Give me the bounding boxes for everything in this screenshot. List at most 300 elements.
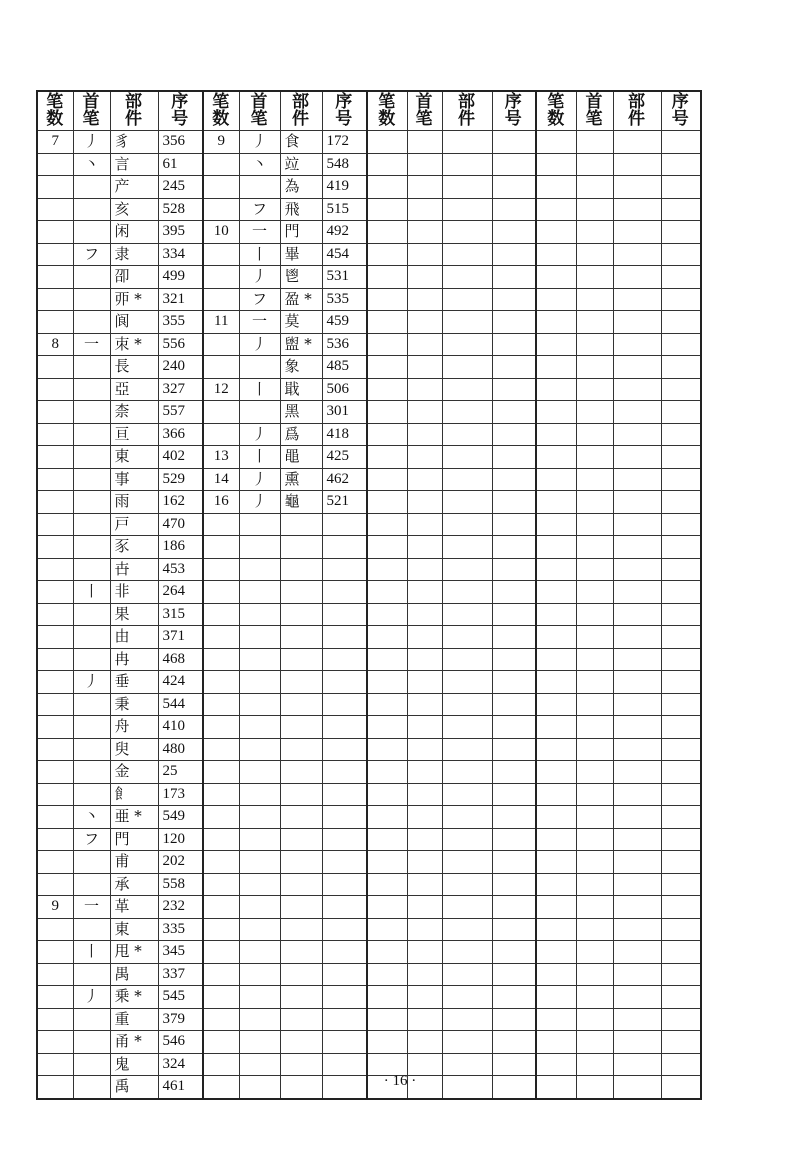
first-stroke-cell: 一 xyxy=(239,311,280,334)
first-stroke-cell xyxy=(73,176,110,199)
header-cell: 部 件 xyxy=(110,91,158,131)
sequence-number-cell: 379 xyxy=(158,1008,203,1031)
sequence-number-cell: 173 xyxy=(158,783,203,806)
first-stroke-cell xyxy=(73,266,110,289)
first-stroke-cell xyxy=(73,761,110,784)
stroke-count-cell: 9 xyxy=(37,896,73,919)
stroke-count-cell xyxy=(536,693,576,716)
stroke-count-cell xyxy=(37,266,73,289)
stroke-count-cell: 14 xyxy=(203,468,239,491)
component-cell xyxy=(442,963,492,986)
stroke-count-cell xyxy=(536,603,576,626)
first-stroke-cell xyxy=(576,671,613,694)
first-stroke-cell: 丨 xyxy=(239,378,280,401)
component-cell xyxy=(613,131,661,154)
stroke-count-cell xyxy=(37,761,73,784)
table-row xyxy=(37,243,701,266)
stroke-count-cell xyxy=(37,378,73,401)
sequence-number-cell: 425 xyxy=(322,446,367,469)
sequence-number-cell xyxy=(492,918,536,941)
sequence-number-cell: 461 xyxy=(158,1076,203,1099)
stroke-count-cell xyxy=(536,536,576,559)
component-cell xyxy=(442,986,492,1009)
first-stroke-cell xyxy=(407,806,442,829)
stroke-count-cell xyxy=(37,558,73,581)
stroke-count-cell xyxy=(536,828,576,851)
component-cell xyxy=(442,806,492,829)
first-stroke-cell xyxy=(73,468,110,491)
first-stroke-cell xyxy=(576,558,613,581)
sequence-number-cell: 402 xyxy=(158,446,203,469)
sequence-number-cell xyxy=(322,941,367,964)
stroke-count-cell xyxy=(37,918,73,941)
component-cell: 鬼 xyxy=(110,1053,158,1076)
sequence-number-cell: 25 xyxy=(158,761,203,784)
stroke-count-cell xyxy=(536,761,576,784)
sequence-number-cell: 462 xyxy=(322,468,367,491)
stroke-count-cell xyxy=(37,873,73,896)
first-stroke-cell xyxy=(576,1031,613,1054)
sequence-number-cell xyxy=(661,851,701,874)
stroke-count-cell xyxy=(367,356,407,379)
component-cell: 丣 * xyxy=(110,288,158,311)
component-cell: 乗 * xyxy=(110,986,158,1009)
sequence-number-cell xyxy=(322,806,367,829)
stroke-count-cell xyxy=(536,446,576,469)
first-stroke-cell xyxy=(239,356,280,379)
header-cell: 序 号 xyxy=(661,91,701,131)
sequence-number-cell xyxy=(492,648,536,671)
stroke-count-cell xyxy=(37,1031,73,1054)
stroke-count-cell xyxy=(37,176,73,199)
first-stroke-cell xyxy=(407,941,442,964)
table-row xyxy=(37,626,701,649)
stroke-count-cell xyxy=(367,873,407,896)
component-cell xyxy=(442,581,492,604)
component-cell xyxy=(442,468,492,491)
first-stroke-cell xyxy=(239,513,280,536)
stroke-count-cell xyxy=(536,176,576,199)
component-cell xyxy=(613,873,661,896)
stroke-count-cell xyxy=(37,1008,73,1031)
component-cell xyxy=(442,761,492,784)
first-stroke-cell xyxy=(407,873,442,896)
header-cell: 序 号 xyxy=(492,91,536,131)
sequence-number-cell xyxy=(661,491,701,514)
table-row xyxy=(37,378,701,401)
stroke-count-cell xyxy=(37,288,73,311)
sequence-number-cell xyxy=(661,153,701,176)
table-row xyxy=(37,468,701,491)
table-row xyxy=(37,761,701,784)
sequence-number-cell xyxy=(322,896,367,919)
table-row xyxy=(37,221,701,244)
sequence-number-cell xyxy=(492,1031,536,1054)
sequence-number-cell xyxy=(661,266,701,289)
component-cell: 革 xyxy=(110,896,158,919)
stroke-count-cell xyxy=(367,941,407,964)
first-stroke-cell: 丨 xyxy=(239,446,280,469)
component-cell xyxy=(442,603,492,626)
component-cell: 禺 xyxy=(110,963,158,986)
stroke-count-cell xyxy=(37,536,73,559)
first-stroke-cell xyxy=(73,401,110,424)
component-cell xyxy=(280,873,322,896)
sequence-number-cell: 202 xyxy=(158,851,203,874)
stroke-count-cell xyxy=(37,806,73,829)
first-stroke-cell xyxy=(239,851,280,874)
first-stroke-cell xyxy=(239,738,280,761)
stroke-count-cell xyxy=(536,311,576,334)
component-cell xyxy=(613,941,661,964)
sequence-number-cell: 371 xyxy=(158,626,203,649)
stroke-count-cell xyxy=(367,626,407,649)
component-cell xyxy=(613,198,661,221)
component-cell xyxy=(442,423,492,446)
first-stroke-cell xyxy=(576,221,613,244)
component-cell: 垂 xyxy=(110,671,158,694)
sequence-number-cell: 120 xyxy=(158,828,203,851)
sequence-number-cell: 334 xyxy=(158,243,203,266)
component-cell xyxy=(613,738,661,761)
table-row xyxy=(37,401,701,424)
first-stroke-cell xyxy=(73,356,110,379)
component-cell xyxy=(442,671,492,694)
component-cell xyxy=(613,243,661,266)
component-cell xyxy=(613,783,661,806)
component-cell: 黽 xyxy=(280,446,322,469)
component-cell: 長 xyxy=(110,356,158,379)
sequence-number-cell xyxy=(661,716,701,739)
stroke-count-cell xyxy=(367,693,407,716)
component-cell xyxy=(442,446,492,469)
header-cell: 首 笔 xyxy=(73,91,110,131)
sequence-number-cell xyxy=(661,603,701,626)
sequence-number-cell xyxy=(492,311,536,334)
sequence-number-cell: 558 xyxy=(158,873,203,896)
first-stroke-cell xyxy=(407,491,442,514)
first-stroke-cell: 丿 xyxy=(239,491,280,514)
first-stroke-cell xyxy=(407,356,442,379)
stroke-count-cell xyxy=(203,918,239,941)
stroke-count-cell xyxy=(37,986,73,1009)
first-stroke-cell xyxy=(73,738,110,761)
component-cell xyxy=(442,356,492,379)
first-stroke-cell xyxy=(576,266,613,289)
component-cell xyxy=(613,671,661,694)
table-row xyxy=(37,918,701,941)
component-cell xyxy=(280,581,322,604)
sequence-number-cell xyxy=(492,468,536,491)
component-cell xyxy=(442,873,492,896)
first-stroke-cell xyxy=(239,918,280,941)
sequence-number-cell xyxy=(661,468,701,491)
stroke-count-cell xyxy=(367,423,407,446)
stroke-count-cell xyxy=(536,986,576,1009)
stroke-count-cell xyxy=(37,783,73,806)
first-stroke-cell xyxy=(576,153,613,176)
first-stroke-cell xyxy=(73,1031,110,1054)
first-stroke-cell xyxy=(576,986,613,1009)
component-cell xyxy=(442,288,492,311)
first-stroke-cell xyxy=(407,266,442,289)
component-cell: 由 xyxy=(110,626,158,649)
stroke-count-cell xyxy=(203,243,239,266)
header-cell: 部 件 xyxy=(613,91,661,131)
first-stroke-cell xyxy=(407,693,442,716)
stroke-count-cell xyxy=(203,738,239,761)
first-stroke-cell xyxy=(576,648,613,671)
stroke-count-cell xyxy=(37,581,73,604)
sequence-number-cell xyxy=(661,738,701,761)
stroke-count-cell xyxy=(536,423,576,446)
stroke-count-cell xyxy=(37,626,73,649)
first-stroke-cell xyxy=(73,513,110,536)
component-cell xyxy=(613,761,661,784)
component-cell xyxy=(442,1031,492,1054)
sequence-number-cell: 470 xyxy=(158,513,203,536)
sequence-number-cell xyxy=(322,851,367,874)
first-stroke-cell xyxy=(407,896,442,919)
sequence-number-cell: 492 xyxy=(322,221,367,244)
first-stroke-cell xyxy=(73,963,110,986)
first-stroke-cell: 丨 xyxy=(73,581,110,604)
sequence-number-cell xyxy=(661,423,701,446)
component-cell xyxy=(613,446,661,469)
component-cell xyxy=(442,941,492,964)
stroke-count-cell xyxy=(37,468,73,491)
sequence-number-cell xyxy=(322,648,367,671)
first-stroke-cell xyxy=(576,806,613,829)
first-stroke-cell xyxy=(407,1008,442,1031)
first-stroke-cell xyxy=(73,648,110,671)
sequence-number-cell: 355 xyxy=(158,311,203,334)
sequence-number-cell xyxy=(661,806,701,829)
stroke-count-cell xyxy=(536,806,576,829)
table-row xyxy=(37,153,701,176)
stroke-count-cell xyxy=(367,806,407,829)
component-cell xyxy=(613,851,661,874)
stroke-count-cell xyxy=(536,243,576,266)
sequence-number-cell xyxy=(322,918,367,941)
stroke-count-cell xyxy=(203,288,239,311)
component-cell: 臾 xyxy=(110,738,158,761)
stroke-count-cell xyxy=(367,783,407,806)
first-stroke-cell xyxy=(576,851,613,874)
first-stroke-cell xyxy=(576,356,613,379)
table-row xyxy=(37,963,701,986)
component-cell xyxy=(613,153,661,176)
first-stroke-cell: フ xyxy=(239,288,280,311)
component-cell xyxy=(613,626,661,649)
stroke-count-cell xyxy=(367,491,407,514)
stroke-count-cell xyxy=(367,131,407,154)
stroke-count-cell xyxy=(37,221,73,244)
component-cell: 金 xyxy=(110,761,158,784)
sequence-number-cell xyxy=(661,513,701,536)
table-row xyxy=(37,513,701,536)
stroke-count-cell xyxy=(536,941,576,964)
sequence-number-cell xyxy=(661,288,701,311)
radical-index-table xyxy=(36,90,702,1100)
stroke-count-cell xyxy=(367,986,407,1009)
table-row xyxy=(37,536,701,559)
first-stroke-cell xyxy=(239,558,280,581)
component-cell xyxy=(442,536,492,559)
first-stroke-cell xyxy=(407,401,442,424)
component-cell: 亞 xyxy=(110,378,158,401)
first-stroke-cell: 丿 xyxy=(239,468,280,491)
first-stroke-cell xyxy=(407,153,442,176)
sequence-number-cell xyxy=(661,873,701,896)
component-cell: 果 xyxy=(110,603,158,626)
first-stroke-cell: 丿 xyxy=(239,131,280,154)
first-stroke-cell: 丿 xyxy=(239,266,280,289)
first-stroke-cell xyxy=(576,738,613,761)
first-stroke-cell xyxy=(576,198,613,221)
sequence-number-cell xyxy=(492,851,536,874)
sequence-number-cell: 557 xyxy=(158,401,203,424)
stroke-count-cell: 11 xyxy=(203,311,239,334)
component-cell xyxy=(613,986,661,1009)
stroke-count-cell xyxy=(203,536,239,559)
sequence-number-cell: 356 xyxy=(158,131,203,154)
first-stroke-cell xyxy=(239,761,280,784)
stroke-count-cell: 10 xyxy=(203,221,239,244)
first-stroke-cell xyxy=(576,288,613,311)
component-cell xyxy=(442,243,492,266)
component-cell xyxy=(280,671,322,694)
table-row xyxy=(37,648,701,671)
sequence-number-cell xyxy=(492,423,536,446)
first-stroke-cell xyxy=(576,401,613,424)
stroke-count-cell xyxy=(203,356,239,379)
component-cell: 闲 xyxy=(110,221,158,244)
sequence-number-cell: 529 xyxy=(158,468,203,491)
first-stroke-cell xyxy=(407,221,442,244)
first-stroke-cell xyxy=(576,941,613,964)
first-stroke-cell: 丶 xyxy=(73,153,110,176)
sequence-number-cell xyxy=(661,333,701,356)
sequence-number-cell xyxy=(492,401,536,424)
sequence-number-cell xyxy=(322,626,367,649)
stroke-count-cell xyxy=(37,356,73,379)
component-cell: 象 xyxy=(280,356,322,379)
component-cell xyxy=(442,828,492,851)
stroke-count-cell xyxy=(367,828,407,851)
component-cell: 亜 * xyxy=(110,806,158,829)
first-stroke-cell xyxy=(239,536,280,559)
component-cell xyxy=(280,918,322,941)
sequence-number-cell xyxy=(322,581,367,604)
stroke-count-cell xyxy=(367,333,407,356)
sequence-number-cell xyxy=(492,243,536,266)
component-cell xyxy=(613,423,661,446)
first-stroke-cell xyxy=(407,378,442,401)
sequence-number-cell: 459 xyxy=(322,311,367,334)
sequence-number-cell: 556 xyxy=(158,333,203,356)
component-cell xyxy=(613,356,661,379)
first-stroke-cell xyxy=(576,918,613,941)
stroke-count-cell xyxy=(536,131,576,154)
component-cell: 畢 xyxy=(280,243,322,266)
sequence-number-cell xyxy=(661,378,701,401)
component-cell xyxy=(613,536,661,559)
component-cell xyxy=(442,626,492,649)
first-stroke-cell xyxy=(407,446,442,469)
stroke-count-cell xyxy=(203,851,239,874)
first-stroke-cell xyxy=(576,1008,613,1031)
sequence-number-cell: 315 xyxy=(158,603,203,626)
stroke-count-cell xyxy=(367,648,407,671)
component-cell: 東 xyxy=(110,918,158,941)
stroke-count-cell xyxy=(203,783,239,806)
sequence-number-cell: 549 xyxy=(158,806,203,829)
first-stroke-cell xyxy=(576,446,613,469)
component-cell xyxy=(442,558,492,581)
stroke-count-cell xyxy=(367,671,407,694)
first-stroke-cell xyxy=(73,626,110,649)
component-cell: 食 xyxy=(280,131,322,154)
component-cell: 甫 xyxy=(110,851,158,874)
first-stroke-cell: 丶 xyxy=(73,806,110,829)
stroke-count-cell xyxy=(367,918,407,941)
first-stroke-cell xyxy=(73,423,110,446)
sequence-number-cell: 61 xyxy=(158,153,203,176)
first-stroke-cell xyxy=(576,581,613,604)
sequence-number-cell xyxy=(492,536,536,559)
component-cell xyxy=(280,648,322,671)
sequence-number-cell xyxy=(661,1031,701,1054)
component-cell xyxy=(613,1008,661,1031)
stroke-count-cell xyxy=(536,626,576,649)
first-stroke-cell xyxy=(407,626,442,649)
table-row xyxy=(37,693,701,716)
stroke-count-cell xyxy=(203,806,239,829)
stroke-count-cell xyxy=(367,221,407,244)
component-cell: 甩 * xyxy=(110,941,158,964)
stroke-count-cell: 13 xyxy=(203,446,239,469)
sequence-number-cell xyxy=(661,986,701,1009)
sequence-number-cell: 454 xyxy=(322,243,367,266)
stroke-count-cell: 9 xyxy=(203,131,239,154)
table-row xyxy=(37,333,701,356)
component-cell xyxy=(613,176,661,199)
sequence-number-cell: 232 xyxy=(158,896,203,919)
sequence-number-cell: 536 xyxy=(322,333,367,356)
component-cell: 隶 xyxy=(110,243,158,266)
first-stroke-cell: 丨 xyxy=(239,243,280,266)
table-row xyxy=(37,783,701,806)
stroke-count-cell: 7 xyxy=(37,131,73,154)
stroke-count-cell xyxy=(536,198,576,221)
first-stroke-cell xyxy=(73,873,110,896)
component-cell xyxy=(613,288,661,311)
sequence-number-cell xyxy=(661,896,701,919)
component-cell xyxy=(613,581,661,604)
sequence-number-cell xyxy=(661,581,701,604)
stroke-count-cell xyxy=(536,558,576,581)
component-cell xyxy=(442,491,492,514)
stroke-count-cell xyxy=(536,873,576,896)
stroke-count-cell xyxy=(203,873,239,896)
stroke-count-cell xyxy=(536,401,576,424)
first-stroke-cell xyxy=(73,1008,110,1031)
component-cell: 秉 xyxy=(110,693,158,716)
sequence-number-cell: 545 xyxy=(158,986,203,1009)
component-cell xyxy=(613,896,661,919)
first-stroke-cell xyxy=(576,311,613,334)
